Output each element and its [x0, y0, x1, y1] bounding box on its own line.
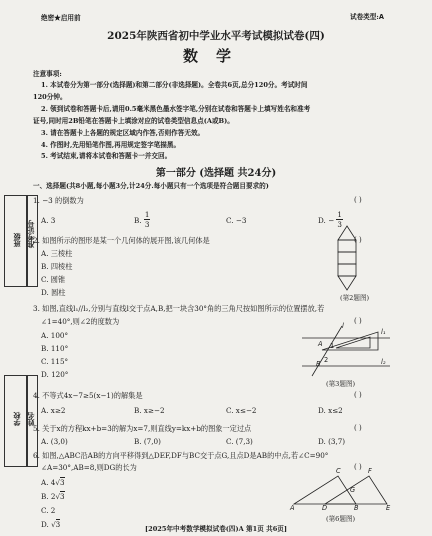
subject-title: 数学: [182, 47, 249, 65]
note-line: 证号,同时用2B铅笔在答题卡上填涂对应的试卷类型信息点(A或B)。: [33, 117, 234, 125]
q3-label-a: A: [318, 340, 323, 348]
q3-label-l2: l₂: [381, 358, 386, 366]
q3-label-l1: l₁: [381, 328, 386, 336]
q1-answer-paren: ( ): [354, 196, 362, 204]
q3-figure-caption: (第3题图): [326, 380, 356, 388]
net-face: [338, 240, 356, 252]
q2-option-c: C. 圆锥: [41, 275, 66, 284]
q2-stem: 2. 如图所示的图形是某一个几何体的展开图,该几何体是: [33, 236, 210, 245]
q6-stem-line1: 6. 如图,△ABC沿AB的方向平移得到△DEF,DF与BC交于点G,且点D是AB的中点,若∠C=90°: [33, 451, 329, 460]
exam-type: [350, 13, 384, 21]
name-label: 姓名: [26, 412, 35, 426]
q2-option-d: D. 圆柱: [41, 288, 66, 297]
q3-stem-line1: 3. 如图,直线l₁//l₂,分别与直线l交于点A,B,把一块含30°角的三角尺按如图所示的位置摆放,若: [33, 304, 325, 313]
note-line: 120分钟。: [33, 93, 67, 101]
q3-stem-line2: ∠1=40°,则∠2的度数为: [41, 317, 120, 326]
q4-stem: 4. 不等式4x−7≥5(x−1)的解集是: [33, 391, 143, 400]
q6-figure-caption: (第6题图): [326, 515, 356, 523]
triangle-def: [325, 476, 387, 504]
set-square-inner: [336, 337, 370, 348]
q6-label-d: D: [322, 504, 328, 512]
sqrt-icon: √: [55, 478, 60, 487]
q5-option-c: C. (7,3): [226, 437, 253, 446]
class-label: 班级: [12, 233, 21, 247]
q6-label-g: G: [350, 486, 356, 494]
q1-d-den: 3: [337, 220, 342, 229]
id-label: 准考证号: [26, 220, 35, 248]
q6-label-f: F: [368, 467, 372, 475]
q1-b-prefix: B.: [134, 216, 142, 225]
q6-label-a: A: [290, 504, 295, 512]
q1-stem: 1. −3 的倒数为: [33, 196, 84, 205]
q5-answer-paren: ( ): [354, 424, 362, 432]
q3-label-angle2: 2: [324, 356, 329, 364]
q2-net-figure: [328, 224, 388, 294]
sqrt-icon: √: [55, 492, 61, 501]
note-line: 1. 本试卷分为第一部分(选择题)和第二部分(非选择题)。全卷共6页,总分120分。考试时间: [41, 81, 308, 89]
q6-label-b: B: [354, 504, 359, 512]
line-l: [312, 326, 342, 376]
net-bottom-triangle: [338, 276, 356, 290]
q6-figure: [292, 470, 392, 510]
q6-answer-paren: ( ): [354, 463, 362, 471]
q4-option-a: A. x≥2: [41, 406, 66, 415]
q4-option-c: C. x≤−2: [226, 406, 257, 415]
q3-option-b: B. 110°: [41, 344, 69, 353]
q3-label-b: B: [316, 360, 321, 368]
exam-type-label: 试卷类型:: [350, 13, 379, 21]
confidential-label: 绝密★启用前: [41, 14, 81, 22]
q6-stem-line2: ∠A=30°,AB=8,则DG的长为: [41, 463, 137, 472]
q3-label-l: l: [342, 322, 344, 330]
q6-a-radicand: 3: [59, 478, 65, 487]
q2-option-b: B. 四棱柱: [41, 262, 73, 271]
q3-answer-paren: ( ): [354, 317, 362, 325]
q1-b-num: 1: [144, 210, 150, 219]
q6-option-c: C. 2: [41, 506, 56, 515]
note-line: 2. 领到试卷和答题卡后,请用0.5毫米黑色墨水签字笔,分别在试卷和答题卡上填写姓名和准考: [41, 105, 311, 113]
note-line: 4. 作图时,先用铅笔作图,再用规定签字笔描黑。: [41, 141, 181, 149]
q1-d-num: 1: [337, 210, 342, 219]
q5-stem: 5. 关于x的方程kx+b=3的解为x=7,则直线y=kx+b的图象一定过点: [33, 424, 252, 433]
q6-b-prefix: B. 2: [41, 492, 56, 501]
q1-option-a: A. 3: [41, 216, 56, 225]
q5-option-d: D. (3,7): [318, 437, 346, 446]
q2-answer-paren: ( ): [354, 236, 362, 244]
net-top-triangle: [338, 226, 356, 240]
q1-b-fraction: [144, 210, 151, 229]
choice-instructions: 一、选择题(共8小题,每小题3分,计24分.每小题只有一个选项是符合题目要求的): [33, 182, 269, 190]
q6-label-e: E: [386, 504, 391, 512]
q3-option-c: C. 115°: [41, 357, 69, 366]
q3-option-d: D. 120°: [41, 370, 69, 379]
exam-type-value: A: [378, 13, 384, 21]
page-footer: [2025年中考数学模拟试卷(四)A 第1页 共6页]: [144, 525, 288, 533]
q1-b-den: 3: [144, 220, 150, 229]
q5-option-b: B. (7,0): [134, 437, 161, 446]
sqrt-icon: √: [51, 520, 56, 529]
notes-heading: 注意事项:: [33, 70, 62, 78]
q3-figure: [300, 322, 392, 380]
q3-option-a: A. 100°: [41, 331, 69, 340]
exam-title: 2025年陕西省初中学业水平考试模拟试卷(四): [107, 30, 325, 42]
net-face: [338, 264, 356, 276]
school-label: 学校: [12, 412, 21, 426]
net-face: [338, 252, 356, 264]
q4-option-b: B. x≥−2: [134, 406, 165, 415]
q6-d-radicand: 3: [55, 520, 61, 529]
q2-option-a: A. 三棱柱: [41, 249, 73, 258]
q1-option-c: C. −3: [226, 216, 247, 225]
note-line: 3. 请在答题卡上各题的规定区域内作答,否则作答无效。: [41, 129, 205, 137]
q6-option-a: [41, 478, 65, 487]
q1-d-prefix: D. −: [318, 216, 335, 225]
q3-label-angle1: 1: [330, 342, 335, 350]
q1-option-b: [134, 210, 150, 229]
q4-answer-paren: ( ): [354, 391, 362, 399]
q6-label-c: C: [336, 467, 341, 475]
q4-option-d: D. x≤2: [318, 406, 343, 415]
q2-figure-caption: (第2题图): [340, 294, 370, 302]
q6-d-prefix: D.: [41, 520, 52, 529]
q6-a-prefix: A. 4: [41, 478, 56, 487]
q6-option-b: [41, 492, 65, 501]
q5-option-a: A. (3,0): [41, 437, 68, 446]
section-title: 第一部分 (选择题 共24分): [155, 168, 277, 179]
note-line: 5. 考试结束,请将本试卷和答题卡一并交回。: [41, 152, 172, 160]
q6-b-radicand: 3: [60, 492, 65, 501]
